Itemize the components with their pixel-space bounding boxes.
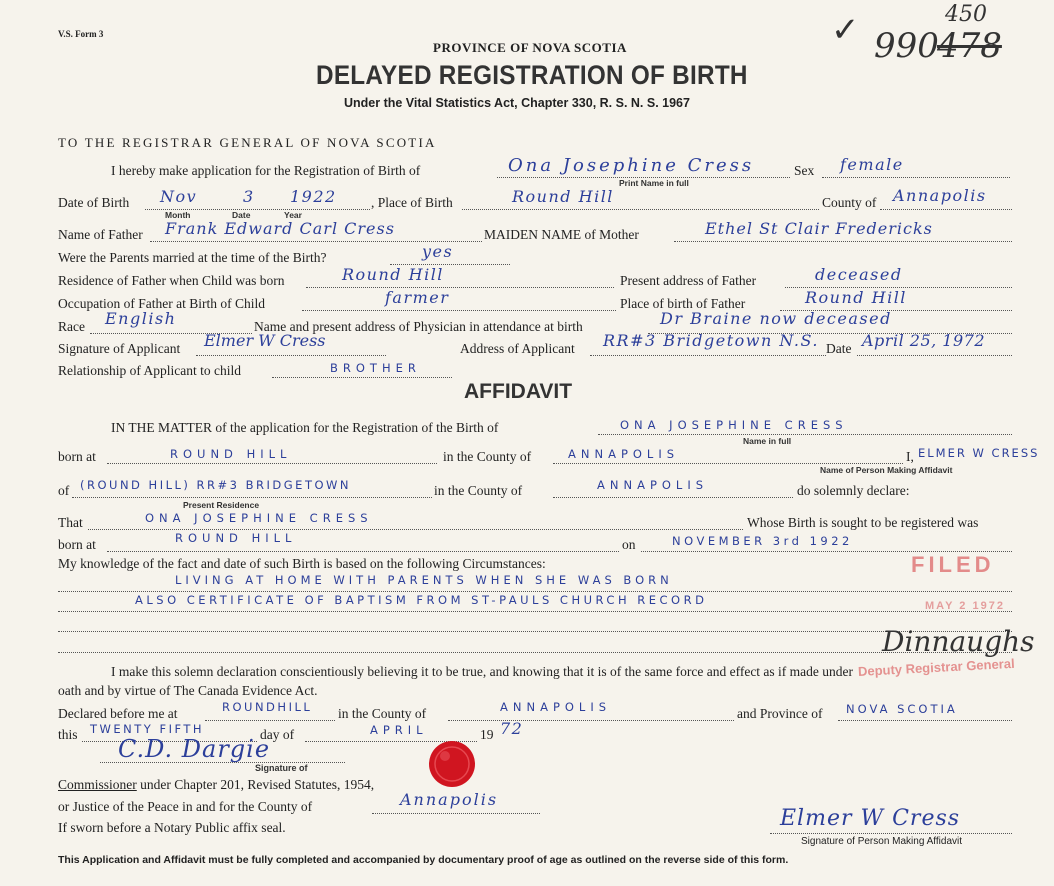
in-county-label-1: in the County of — [443, 449, 532, 464]
i-label: I, — [906, 449, 914, 464]
applicant-address-label: Address of Applicant — [460, 341, 575, 356]
intro-label: I hereby make application for the Registration of Birth of — [111, 163, 421, 178]
born-at-label-2: born at — [58, 537, 96, 552]
province-value: NOVA SCOTIA — [846, 702, 958, 716]
circumstance-line-1: LIVING AT HOME WITH PARENTS WHEN SHE WAS BORN — [175, 573, 673, 587]
signature-of-note: Signature of — [255, 763, 308, 773]
commissioner-word: Commissioner — [58, 777, 137, 792]
date-label: Date — [826, 341, 852, 356]
father-residence: Round Hill — [342, 265, 444, 284]
year-note: Year — [284, 210, 302, 220]
mother-label: MAIDEN NAME of Mother — [484, 227, 639, 242]
date-note: Date — [232, 210, 251, 220]
justice-county: Annapolis — [400, 790, 499, 809]
county-value-2: ANNAPOLIS — [597, 478, 709, 492]
race-label: Race — [58, 319, 85, 334]
filed-stamp: FILED — [911, 552, 995, 577]
affiant-signature-note: Signature of Person Making Affidavit — [801, 836, 963, 847]
registrar-title-stamp: Deputy Registrar General — [857, 655, 1015, 679]
child-name: Ona Josephine Cress — [508, 155, 755, 176]
declaration-line-1: I make this solemn declaration conscientiously believing it to be true, and knowing that it is of the same force and effect as if made under — [111, 664, 854, 679]
pob-label: , Place of Birth — [371, 195, 453, 210]
physician-value: Dr Braine now deceased — [660, 309, 892, 328]
on-label: on — [622, 537, 636, 552]
under-chapter-text: under Chapter 201, Revised Statutes, 1954, — [140, 777, 375, 792]
born-at-value: ROUND HILL — [170, 447, 292, 461]
married-value: yes — [422, 242, 454, 261]
dob-month: Nov — [160, 187, 198, 206]
affiant-note: Name of Person Making Affidavit — [820, 465, 953, 475]
knowledge-label: My knowledge of the fact and date of such Birth is based on the following Circumstances: — [58, 556, 546, 571]
declare-label: do solemnly declare: — [797, 483, 910, 498]
addressee: TO THE REGISTRAR GENERAL OF NOVA SCOTIA — [58, 135, 437, 150]
born-on-value: NOVEMBER 3rd 1922 — [672, 534, 853, 548]
this-label: this — [58, 727, 78, 742]
relationship-label: Relationship of Applicant to child — [58, 363, 241, 378]
footer-note: This Application and Affidavit must be fully completed and accompanied by documentary proof of age as outlined on the reverse side of this form. — [58, 854, 789, 866]
file-number-struck: 478 — [937, 26, 1002, 66]
race-value: English — [105, 309, 177, 328]
sex-value: female — [840, 155, 904, 174]
matter-label: IN THE MATTER of the application for the Registration of the Birth of — [111, 420, 499, 435]
present-residence: (ROUND HILL) RR#3 BRIDGETOWN — [80, 478, 351, 492]
file-number-new: 450 — [945, 2, 987, 27]
father-name: Frank Edward Carl Cress — [165, 219, 395, 238]
application-date: April 25, 1972 — [862, 331, 986, 350]
form-title: DELAYED REGISTRATION OF BIRTH — [316, 60, 748, 90]
name-full-note: Name in full — [743, 436, 792, 446]
declaration-line-2: oath and by virtue of The Canada Evidence Act. — [58, 683, 318, 698]
affidavit-heading: AFFIDAVIT — [464, 380, 573, 403]
year-suffix: 72 — [500, 719, 524, 738]
pob-value: Round Hill — [512, 187, 614, 206]
occupation-value: farmer — [385, 288, 450, 307]
dob-date: 3 — [243, 187, 255, 206]
province-heading: PROVINCE OF NOVA SCOTIA — [433, 40, 627, 55]
father-residence-label: Residence of Father when Child was born — [58, 273, 285, 288]
check-mark-icon: ✓ — [831, 10, 861, 50]
county-value: Annapolis — [893, 186, 987, 205]
signature-label: Signature of Applicant — [58, 341, 181, 356]
in-county-label-2: in the County of — [434, 483, 523, 498]
matter-name: ONA JOSEPHINE CRESS — [620, 418, 848, 432]
commissioner-label — [58, 777, 374, 793]
year-prefix: 19 — [480, 727, 494, 742]
affiant-signature: Elmer W Cress — [780, 806, 961, 831]
occupation-label: Occupation of Father at Birth of Child — [58, 296, 265, 311]
born-at-label: born at — [58, 449, 96, 464]
filed-stamp-date: MAY 2 1972 — [925, 600, 1005, 612]
file-number: 990 — [874, 26, 939, 66]
born-at-value-2: ROUND HILL — [175, 531, 297, 545]
notary-label: If sworn before a Notary Public affix seal. — [58, 820, 286, 835]
father-pob-label: Place of birth of Father — [620, 296, 746, 311]
registrar-signature: Dinnaughs — [882, 625, 1035, 658]
month-value: APRIL — [370, 723, 428, 737]
day-of-label: day of — [260, 727, 295, 742]
mother-name: Ethel St Clair Fredericks — [705, 219, 933, 238]
form-subtitle: Under the Vital Statistics Act, Chapter 330, R. S. N. S. 1967 — [344, 96, 690, 110]
day-value: TWENTY FIFTH — [90, 722, 205, 736]
county-value-1: ANNAPOLIS — [568, 447, 680, 461]
justice-label: or Justice of the Peace in and for the County of — [58, 799, 313, 814]
declared-at-value: ROUNDHILL — [222, 700, 313, 714]
of-label: of — [58, 483, 70, 498]
father-label: Name of Father — [58, 227, 143, 242]
applicant-address: RR#3 Bridgetown N.S. — [603, 331, 819, 350]
affiant-name: ELMER W CRESS — [918, 446, 1040, 460]
sex-label: Sex — [794, 163, 815, 178]
county-value-3: ANNAPOLIS — [500, 700, 612, 714]
that-name: ONA JOSEPHINE CRESS — [145, 511, 373, 525]
whose-birth-label: Whose Birth is sought to be registered was — [747, 515, 979, 530]
declared-at-label: Declared before me at — [58, 706, 178, 721]
father-address-label: Present address of Father — [620, 273, 757, 288]
province-label: and Province of — [737, 706, 823, 721]
in-county-label-3: in the County of — [338, 706, 427, 721]
print-name-note: Print Name in full — [619, 178, 689, 188]
commissioner-signature: C.D. Dargie — [118, 735, 271, 763]
red-seal-icon — [427, 739, 477, 789]
month-note: Month — [165, 210, 191, 220]
relationship-value: BROTHER — [330, 361, 421, 375]
physician-label: Name and present address of Physician in attendance at birth — [254, 319, 583, 334]
father-pob: Round Hill — [805, 288, 907, 307]
married-label: Were the Parents married at the time of the Birth? — [58, 250, 327, 265]
circumstance-line-2: ALSO CERTIFICATE OF BAPTISM FROM ST-PAULS CHURCH RECORD — [135, 593, 708, 607]
father-address: deceased — [815, 265, 903, 284]
residence-note: Present Residence — [183, 500, 260, 510]
dob-year: 1922 — [290, 187, 337, 206]
form-number: V.S. Form 3 — [58, 29, 104, 39]
applicant-signature: Elmer W Cress — [204, 331, 326, 350]
dob-label: Date of Birth — [58, 195, 130, 210]
county-label: County of — [822, 195, 877, 210]
that-label: That — [58, 515, 83, 530]
